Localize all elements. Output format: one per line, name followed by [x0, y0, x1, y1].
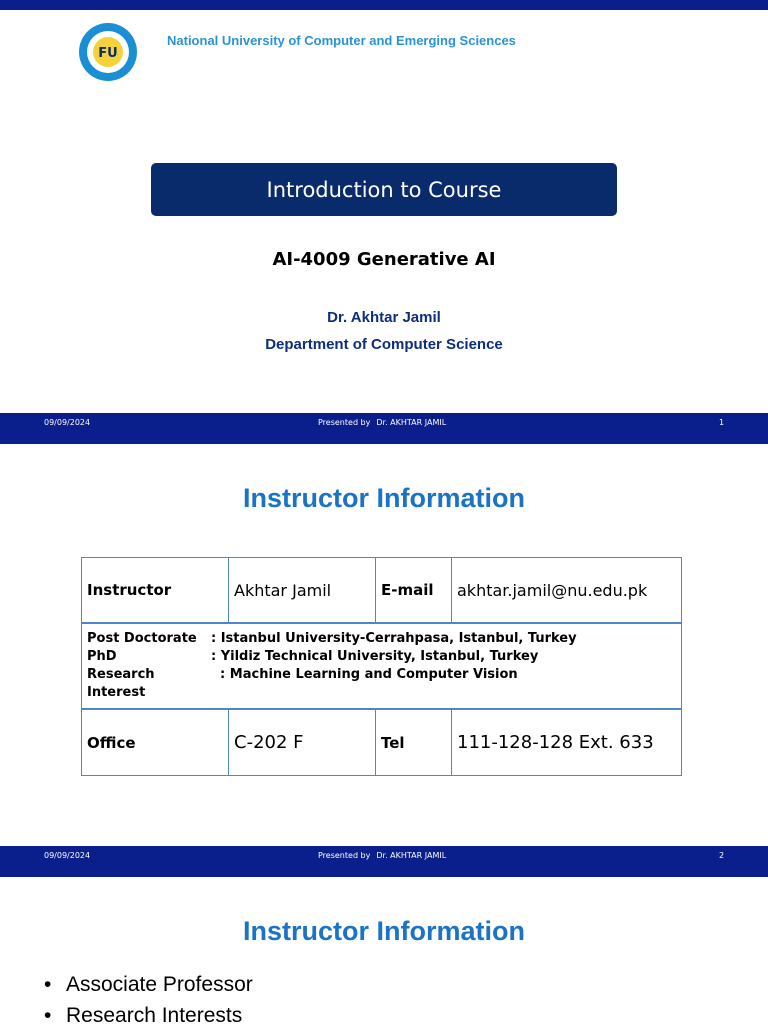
office-value: C-202 F	[229, 709, 376, 776]
presented-by-label: Presented by	[318, 418, 371, 427]
instructor-label: Instructor	[82, 558, 229, 624]
office-label: Office	[82, 709, 229, 776]
footer-page-number: 2	[719, 851, 725, 860]
presenter-name: Dr. AKHTAR JAMIL	[376, 418, 447, 427]
department-name: Department of Computer Science	[265, 336, 503, 353]
svg-text:FU: FU	[98, 46, 118, 61]
presented-by-label: Presented by	[318, 851, 371, 860]
top-bar	[0, 0, 768, 10]
footer-page-number: 1	[719, 418, 725, 427]
tel-label: Tel	[376, 709, 452, 776]
footer-date: 09/09/2024	[44, 851, 91, 860]
list-item: • Associate Professor	[44, 973, 253, 996]
course-code: AI-4009 Generative AI	[272, 249, 496, 270]
section-heading: Instructor Information	[243, 916, 525, 946]
slide-title-box	[151, 163, 617, 216]
bullet-list	[44, 969, 253, 1031]
university-logo	[78, 22, 138, 82]
education-line: PhD : Yildiz Technical University, Istanbul, Turkey	[87, 649, 539, 664]
footer-date: 09/09/2024	[44, 418, 91, 427]
list-item: • Research Interests	[44, 1004, 243, 1027]
university-name: National University of Computer and Emerging Sciences	[167, 33, 516, 48]
instructor-name: Dr. Akhtar Jamil	[327, 309, 441, 326]
table-row	[82, 623, 682, 709]
education-line: Research Interest : Machine Learning and Computer Vision	[87, 667, 518, 700]
footer-presenter	[318, 851, 446, 860]
footer-presenter	[318, 418, 446, 427]
table-row	[82, 709, 682, 776]
tel-value: 111-128-128 Ext. 633	[452, 709, 682, 776]
email-value: akhtar.jamil@nu.edu.pk	[452, 558, 682, 624]
education-cell	[82, 623, 682, 709]
table-row	[82, 558, 682, 624]
slide-title: Introduction to Course	[266, 177, 502, 202]
slide-footer	[0, 413, 768, 444]
instructor-info-table	[81, 557, 682, 776]
presenter-name: Dr. AKHTAR JAMIL	[376, 851, 447, 860]
instructor-value: Akhtar Jamil	[229, 558, 376, 624]
section-heading: Instructor Information	[243, 483, 525, 513]
slide-footer	[0, 846, 768, 877]
education-line: Post Doctorate : Istanbul University-Cerrahpasa, Istanbul, Turkey	[87, 631, 577, 646]
email-label: E-mail	[376, 558, 452, 624]
